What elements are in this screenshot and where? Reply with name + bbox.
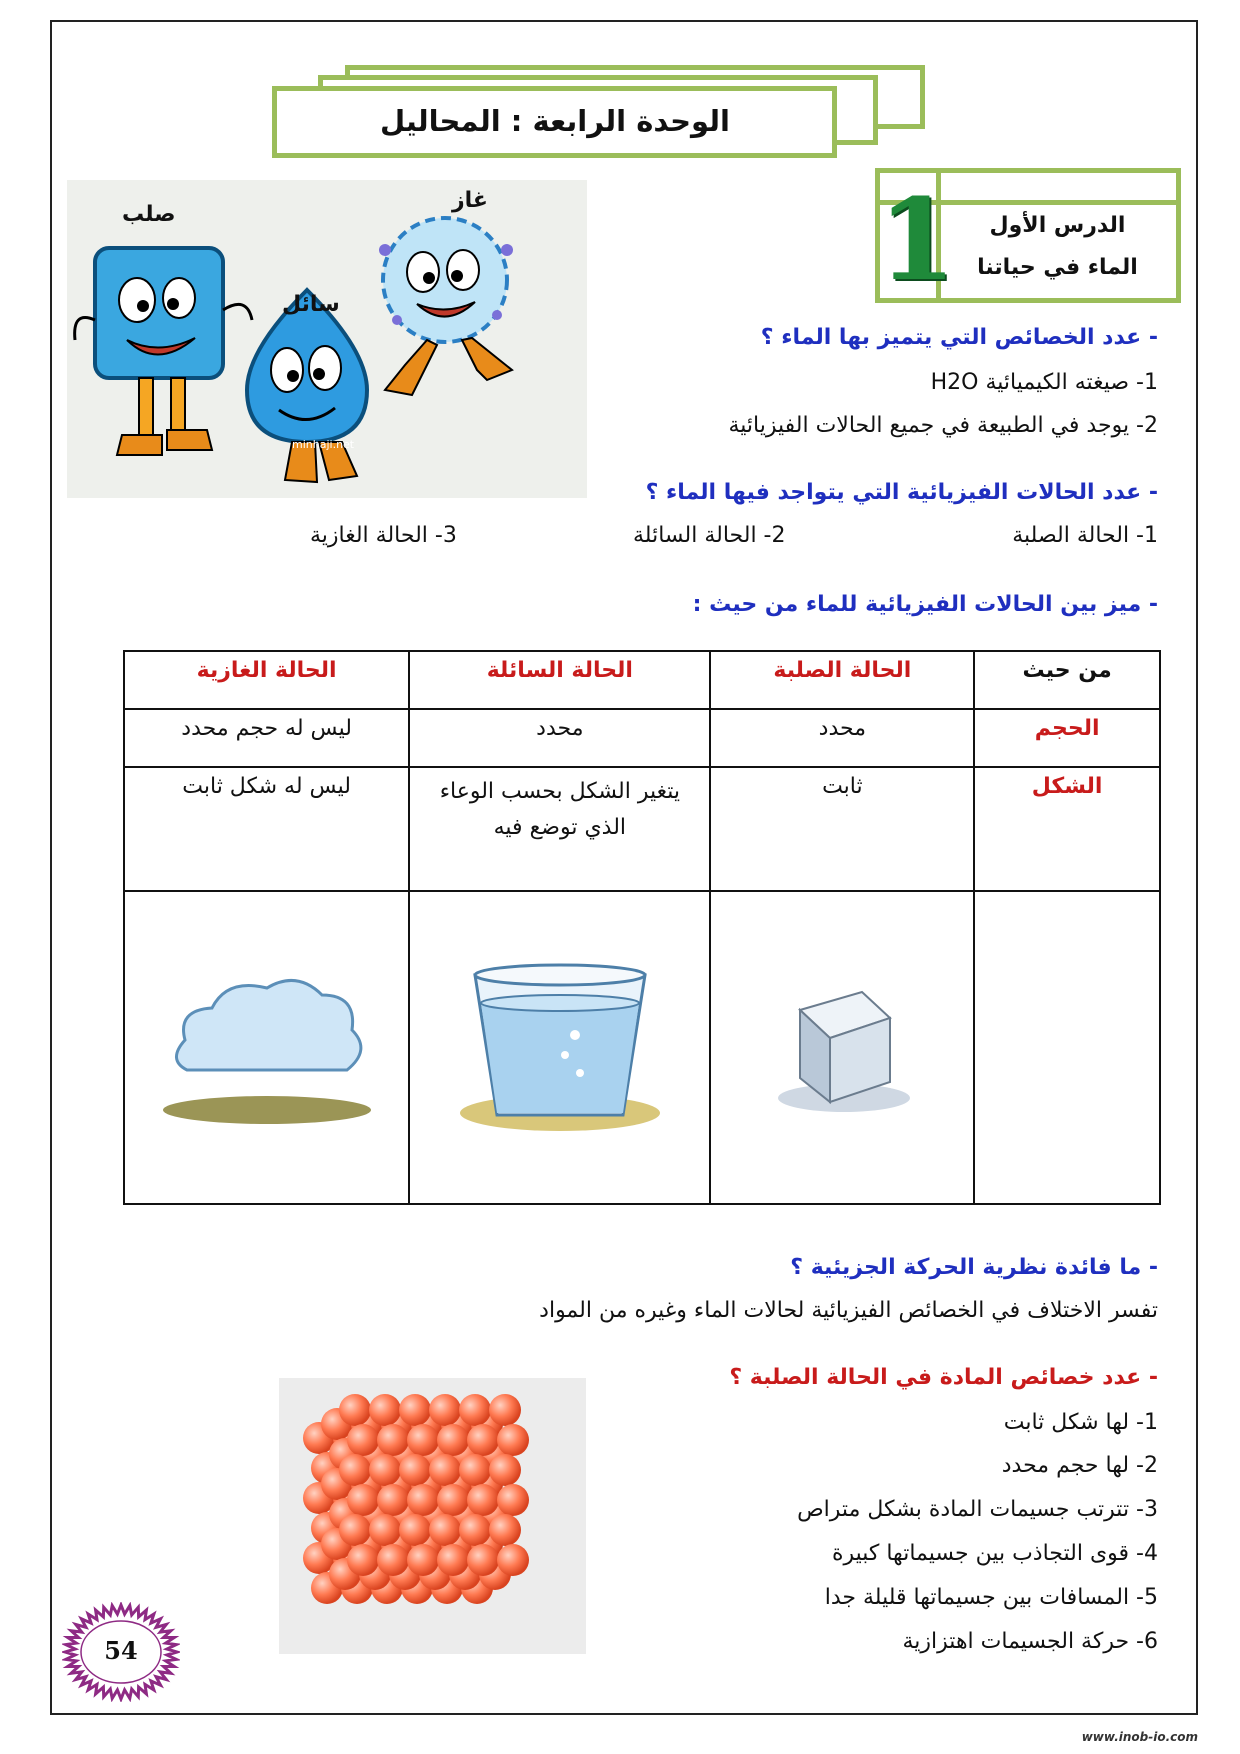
q1-answer-2: 2- يوجد في الطبيعة في جميع الحالات الفيزيائية: [728, 413, 1158, 438]
image-cell-liquid: [409, 891, 710, 1204]
particle: [489, 1514, 521, 1546]
particle: [377, 1544, 409, 1576]
particle: [429, 1514, 461, 1546]
particle: [467, 1484, 499, 1516]
solid-particles-image: [279, 1378, 586, 1654]
table-row-images: [124, 891, 1160, 1204]
water-glass-icon: [455, 955, 665, 1135]
liquid-drop-character: [247, 290, 367, 482]
particle: [369, 1454, 401, 1486]
row-volume-label: الحجم: [974, 709, 1160, 767]
particle: [377, 1424, 409, 1456]
particle: [399, 1454, 431, 1486]
q5-answer-4: 4- قوى التجاذب بين جسيماتها كبيرة: [831, 1541, 1158, 1566]
particle: [467, 1424, 499, 1456]
particle: [459, 1394, 491, 1426]
solid-label: صلب: [122, 202, 176, 227]
particle: [459, 1454, 491, 1486]
particle-lattice: [303, 1394, 529, 1604]
image-cell-gas: [124, 891, 409, 1204]
shape-solid: ثابت: [710, 767, 974, 891]
particle: [437, 1424, 469, 1456]
illustration-site: minhaji.net: [292, 438, 355, 451]
particle: [497, 1424, 529, 1456]
gas-label: غاز: [452, 188, 488, 213]
q1-question: - عدد الخصائص التي يتميز بها الماء ؟: [760, 325, 1158, 350]
volume-gas: ليس له حجم محدد: [124, 709, 409, 767]
page-number-badge: [62, 1602, 180, 1702]
lesson-number: 1: [878, 175, 956, 306]
q2-answer-2: 2- الحالة السائلة: [633, 523, 786, 548]
particle: [429, 1394, 461, 1426]
particle: [339, 1394, 371, 1426]
solid-cube-character: [75, 248, 252, 455]
particle: [369, 1394, 401, 1426]
particle: [369, 1514, 401, 1546]
q1-answer-1: 1- صيغته الكيميائية H2O: [930, 370, 1158, 395]
particle: [339, 1454, 371, 1486]
image-cell-solid: [710, 891, 974, 1204]
table-row-volume: [124, 709, 1160, 767]
particle: [467, 1544, 499, 1576]
gas-character: [379, 218, 513, 395]
row-shape-label: الشكل: [974, 767, 1160, 891]
image-cell-empty: [974, 891, 1160, 1204]
particle: [347, 1544, 379, 1576]
header-gas: الحالة الغازية: [124, 651, 409, 709]
lesson-text: [945, 205, 1170, 289]
lesson-title: الدرس الأول: [989, 213, 1126, 238]
particle: [437, 1484, 469, 1516]
water-states-illustration: [67, 180, 587, 498]
particle: [347, 1424, 379, 1456]
particle: [437, 1544, 469, 1576]
particle: [347, 1484, 379, 1516]
vapor-cloud-icon: [157, 960, 377, 1130]
shape-liquid: يتغير الشكل بحسب الوعاء الذي توضع فيه: [409, 767, 710, 891]
particle-lattice-drawing: [279, 1378, 586, 1654]
particle: [497, 1484, 529, 1516]
particle: [399, 1394, 431, 1426]
q2-answer-1: 1- الحالة الصلبة: [1012, 523, 1158, 548]
q5-question: - عدد خصائص المادة في الحالة الصلبة ؟: [729, 1365, 1158, 1390]
particle: [489, 1394, 521, 1426]
particle: [377, 1484, 409, 1516]
table-header-row: [124, 651, 1160, 709]
particle: [429, 1454, 461, 1486]
header-solid: الحالة الصلبة: [710, 651, 974, 709]
header-criterion: من حيث: [974, 651, 1160, 709]
lesson-subtitle: الماء في حياتنا: [977, 255, 1138, 280]
particle: [407, 1424, 439, 1456]
particle: [407, 1484, 439, 1516]
particle: [339, 1514, 371, 1546]
page-number: 54: [104, 1636, 138, 1665]
particle: [497, 1544, 529, 1576]
particle: [407, 1544, 439, 1576]
q5-answer-2: 2- لها حجم محدد: [1001, 1453, 1158, 1478]
q2-question: - عدد الحالات الفيزيائية التي يتواجد فيها الماء ؟: [645, 480, 1158, 505]
volume-liquid: محدد: [409, 709, 710, 767]
q4-answer: تفسر الاختلاف في الخصائص الفيزيائية لحالات الماء وغيره من المواد: [539, 1298, 1158, 1323]
q5-answer-6: 6- حركة الجسيمات اهتزازية: [902, 1629, 1158, 1654]
ice-cube-icon: [772, 970, 912, 1120]
shape-gas: ليس له شكل ثابت: [124, 767, 409, 891]
particle: [459, 1514, 491, 1546]
unit-title: الوحدة الرابعة : المحاليل: [380, 104, 730, 138]
q5-answer-1: 1- لها شكل ثابت: [1003, 1410, 1158, 1435]
footer-site: www.inob-io.com: [1081, 1730, 1198, 1744]
liquid-label: سائل: [282, 292, 340, 317]
q5-answer-3: 3- تترتب جسيمات المادة بشكل متراص: [797, 1497, 1158, 1522]
q5-answer-5: 5- المسافات بين جسيماتها قليلة جدا: [824, 1585, 1158, 1610]
particle: [399, 1514, 431, 1546]
q4-question: - ما فائدة نظرية الحركة الجزيئية ؟: [790, 1255, 1158, 1280]
volume-solid: محدد: [710, 709, 974, 767]
q2-answer-3: 3- الحالة الغازية: [310, 523, 457, 548]
table-row-shape: [124, 767, 1160, 891]
header-liquid: الحالة السائلة: [409, 651, 710, 709]
states-table: [123, 650, 1161, 1205]
particle: [489, 1454, 521, 1486]
q3-question: - ميز بين الحالات الفيزيائية للماء من حيث :: [692, 592, 1158, 617]
